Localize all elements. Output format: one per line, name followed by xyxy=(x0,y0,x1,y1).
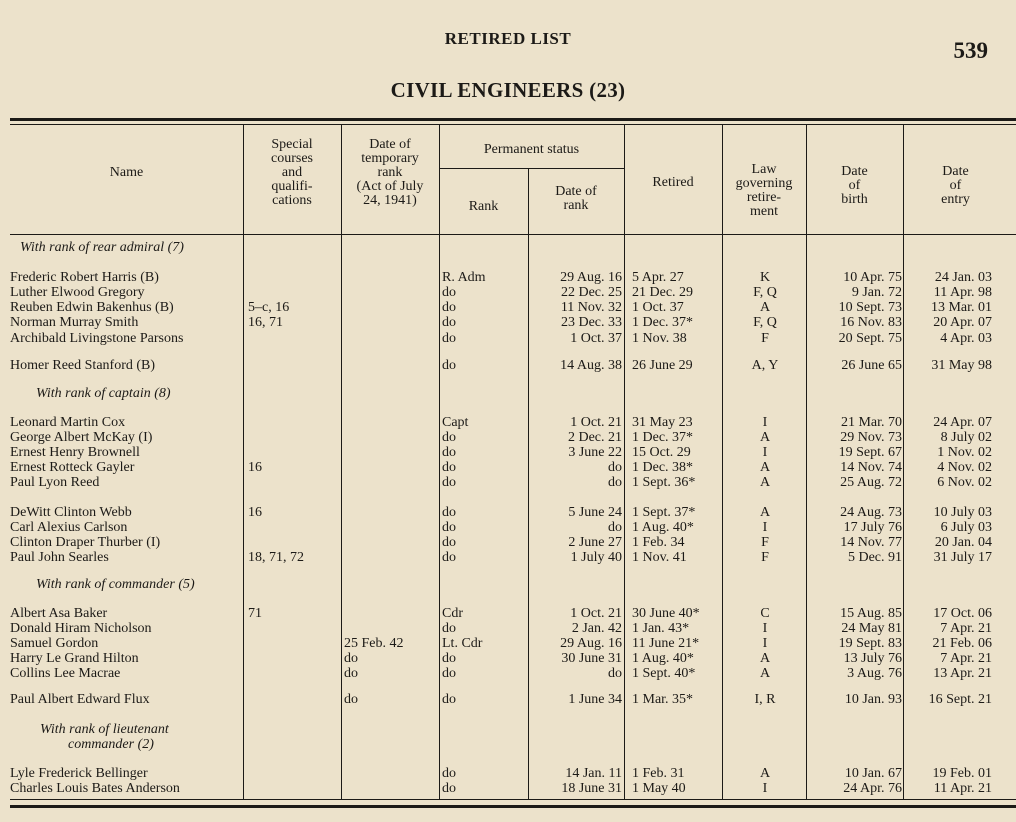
cell-retired: 1 Nov. 41 xyxy=(632,550,687,565)
header-law: Law governing retire- ment xyxy=(735,162,793,219)
cell-name: Archibald Livingstone Parsons xyxy=(10,331,184,346)
header-date-of-rank: Date of rank xyxy=(555,184,597,213)
cell-retired: 1 Dec. 37* xyxy=(632,430,694,445)
cell-law: C xyxy=(760,606,770,621)
cell-name: Albert Asa Baker xyxy=(10,606,108,621)
cell-name: Lyle Frederick Bellinger xyxy=(10,766,148,781)
cell-retired: 1 Dec. 38* xyxy=(632,460,694,475)
cell-entry: 20 Jan. 04 xyxy=(934,535,992,550)
cell-retired: 1 Mar. 35* xyxy=(632,692,694,707)
cell-entry: 13 Mar. 01 xyxy=(930,300,992,315)
cell-law: A xyxy=(759,505,771,520)
table-row xyxy=(10,550,1010,565)
cell-temp: do xyxy=(344,666,358,681)
cell-name: Ernest Rotteck Gayler xyxy=(10,460,135,475)
cell-entry: 6 July 03 xyxy=(940,520,992,535)
cell-birth: 24 Aug. 73 xyxy=(840,505,902,520)
cell-rank: do xyxy=(442,651,456,666)
cell-entry: 21 Feb. 06 xyxy=(932,636,992,651)
group-commander: With rank of commander (5) xyxy=(36,577,195,592)
cell-entry: 31 May 98 xyxy=(931,358,992,373)
cell-entry: 24 Apr. 07 xyxy=(933,415,992,430)
cell-birth: 25 Aug. 72 xyxy=(840,475,902,490)
cell-birth: 20 Sept. 75 xyxy=(838,331,902,346)
table-row xyxy=(10,766,1010,781)
page-number: 539 xyxy=(953,38,988,63)
cell-special: 16 xyxy=(248,460,262,475)
cell-rank: do xyxy=(442,550,456,565)
cell-date-rank: 14 Aug. 38 xyxy=(560,358,622,373)
cell-rank: Lt. Cdr xyxy=(442,636,483,651)
bottom-rule-thick xyxy=(10,805,1016,808)
cell-special: 5–c, 16 xyxy=(248,300,290,315)
cell-law: I xyxy=(762,415,768,430)
cell-law: I xyxy=(762,621,768,636)
cell-entry: 7 Apr. 21 xyxy=(940,621,992,636)
cell-rank: do xyxy=(442,315,456,330)
table-row xyxy=(10,621,1010,636)
table-row xyxy=(10,651,1010,666)
header-retired: Retired xyxy=(652,175,694,190)
cell-birth: 21 Mar. 70 xyxy=(840,415,902,430)
cell-law: I xyxy=(762,636,768,651)
cell-rank: do xyxy=(442,505,456,520)
cell-rank: do xyxy=(442,430,456,445)
header-bottom-rule xyxy=(10,234,1016,235)
table-row xyxy=(10,475,1010,490)
cell-name: Leonard Martin Cox xyxy=(10,415,126,430)
cell-entry: 8 July 02 xyxy=(940,430,992,445)
cell-rank: Cdr xyxy=(442,606,463,621)
cell-law: I, R xyxy=(754,692,776,707)
cell-retired: 1 Nov. 38 xyxy=(632,331,687,346)
cell-retired: 15 Oct. 29 xyxy=(632,445,691,460)
cell-retired: 1 Aug. 40* xyxy=(632,520,694,535)
cell-entry: 1 Nov. 02 xyxy=(937,445,992,460)
cell-name: Paul Lyon Reed xyxy=(10,475,100,490)
cell-rank: do xyxy=(442,460,456,475)
cell-special: 16 xyxy=(248,505,262,520)
cell-birth: 19 Sept. 67 xyxy=(838,445,902,460)
cell-birth: 17 July 76 xyxy=(843,520,902,535)
cell-date-rank: 22 Dec. 25 xyxy=(560,285,622,300)
cell-rank: Capt xyxy=(442,415,469,430)
table-row xyxy=(10,415,1010,430)
permanent-status-divider xyxy=(439,168,624,169)
cell-rank: do xyxy=(442,666,456,681)
cell-date-rank: 1 Oct. 37 xyxy=(570,331,622,346)
cell-date-rank: 23 Dec. 33 xyxy=(560,315,622,330)
header-birth: Date of birth xyxy=(841,164,868,207)
cell-date-rank: 1 June 34 xyxy=(568,692,622,707)
table-row xyxy=(10,535,1010,550)
header-name: Name xyxy=(109,165,144,180)
cell-entry: 16 Sept. 21 xyxy=(928,692,992,707)
cell-rank: do xyxy=(442,781,456,796)
table-row xyxy=(10,636,1010,651)
cell-birth: 16 Nov. 83 xyxy=(840,315,902,330)
group-lieutenant-commander: With rank of lieutenant commander (2) xyxy=(40,722,169,752)
table-row xyxy=(10,781,1010,796)
table-row xyxy=(10,358,1010,373)
cell-retired: 21 Dec. 29 xyxy=(632,285,694,300)
cell-date-rank: 30 June 31 xyxy=(561,651,622,666)
cell-entry: 4 Nov. 02 xyxy=(937,460,992,475)
cell-special: 16, 71 xyxy=(248,315,283,330)
cell-date-rank: 2 June 27 xyxy=(568,535,622,550)
cell-birth: 10 Sept. 73 xyxy=(838,300,902,315)
cell-date-rank: 2 Jan. 42 xyxy=(571,621,622,636)
cell-entry: 13 Apr. 21 xyxy=(933,666,992,681)
cell-rank: R. Adm xyxy=(442,270,486,285)
table-row xyxy=(10,460,1010,475)
table-row xyxy=(10,315,1010,330)
cell-entry: 31 July 17 xyxy=(933,550,992,565)
cell-entry: 20 Apr. 07 xyxy=(933,315,992,330)
cell-law: I xyxy=(762,445,768,460)
table-row xyxy=(10,445,1010,460)
cell-date-rank: 2 Dec. 21 xyxy=(567,430,622,445)
cell-entry: 10 July 03 xyxy=(933,505,992,520)
cell-temp: do xyxy=(344,692,358,707)
cell-law: F xyxy=(761,331,769,346)
cell-retired: 5 Apr. 27 xyxy=(632,270,684,285)
header-special: Special courses and qualifi- cations xyxy=(271,137,313,208)
cell-entry: 19 Feb. 01 xyxy=(932,766,992,781)
cell-birth: 5 Dec. 91 xyxy=(847,550,902,565)
cell-date-rank: do xyxy=(608,475,622,490)
cell-law: F, Q xyxy=(753,315,777,330)
cell-law: A, Y xyxy=(751,358,779,373)
cell-name: Charles Louis Bates Anderson xyxy=(10,781,180,796)
cell-birth: 24 May 81 xyxy=(841,621,902,636)
cell-name: Carl Alexius Carlson xyxy=(10,520,128,535)
cell-rank: do xyxy=(442,520,456,535)
cell-date-rank: 14 Jan. 11 xyxy=(565,766,622,781)
cell-law: K xyxy=(759,270,771,285)
cell-date-rank: 1 July 40 xyxy=(570,550,622,565)
table-row xyxy=(10,606,1010,621)
cell-date-rank: 29 Aug. 16 xyxy=(560,270,622,285)
cell-name: Paul John Searles xyxy=(10,550,109,565)
cell-date-rank: do xyxy=(608,460,622,475)
cell-name: Clinton Draper Thurber (I) xyxy=(10,535,161,550)
cell-entry: 6 Nov. 02 xyxy=(937,475,992,490)
cell-law: F, Q xyxy=(753,285,777,300)
cell-rank: do xyxy=(442,621,456,636)
cell-rank: do xyxy=(442,475,456,490)
cell-retired: 1 Aug. 40* xyxy=(632,651,694,666)
cell-birth: 24 Apr. 76 xyxy=(843,781,902,796)
cell-rank: do xyxy=(442,535,456,550)
top-rule xyxy=(10,118,1016,121)
table-row xyxy=(10,666,1010,681)
cell-entry: 17 Oct. 06 xyxy=(933,606,992,621)
table-row xyxy=(10,331,1010,346)
cell-rank: do xyxy=(442,331,456,346)
group-rear-admiral: With rank of rear admiral (7) xyxy=(20,240,184,255)
cell-retired: 1 Dec. 37* xyxy=(632,315,694,330)
header-entry: Date of entry xyxy=(941,164,970,207)
cell-law: A xyxy=(759,651,771,666)
cell-temp: do xyxy=(344,651,358,666)
cell-retired: 30 June 40* xyxy=(632,606,700,621)
table-row xyxy=(10,270,1010,285)
cell-birth: 29 Nov. 73 xyxy=(840,430,902,445)
cell-temp: 25 Feb. 42 xyxy=(344,636,404,651)
cell-rank: do xyxy=(442,692,456,707)
cell-name: Harry Le Grand Hilton xyxy=(10,651,139,666)
cell-law: A xyxy=(759,666,771,681)
table-row xyxy=(10,285,1010,300)
cell-birth: 14 Nov. 74 xyxy=(840,460,902,475)
cell-name: Collins Lee Macrae xyxy=(10,666,121,681)
cell-retired: 1 Sept. 37* xyxy=(632,505,696,520)
cell-birth: 9 Jan. 72 xyxy=(851,285,902,300)
cell-rank: do xyxy=(442,300,456,315)
top-rule-thin xyxy=(10,124,1016,125)
cell-law: I xyxy=(762,781,768,796)
cell-special: 18, 71, 72 xyxy=(248,550,304,565)
cell-date-rank: 3 June 22 xyxy=(568,445,622,460)
cell-date-rank: 18 June 31 xyxy=(561,781,622,796)
section-title: CIVIL ENGINEERS (23) xyxy=(390,78,626,102)
cell-name: George Albert McKay (I) xyxy=(10,430,153,445)
cell-name: Reuben Edwin Bakenhus (B) xyxy=(10,300,174,315)
cell-entry: 24 Jan. 03 xyxy=(934,270,992,285)
cell-law: F xyxy=(761,550,769,565)
cell-name: Frederic Robert Harris (B) xyxy=(10,270,159,285)
cell-birth: 3 Aug. 76 xyxy=(847,666,902,681)
cell-date-rank: 29 Aug. 16 xyxy=(560,636,622,651)
cell-name: Samuel Gordon xyxy=(10,636,99,651)
cell-name: Ernest Henry Brownell xyxy=(10,445,140,460)
cell-retired: 1 Jan. 43* xyxy=(632,621,690,636)
cell-name: Donald Hiram Nicholson xyxy=(10,621,152,636)
cell-name: Paul Albert Edward Flux xyxy=(10,692,150,707)
cell-birth: 26 June 65 xyxy=(841,358,902,373)
cell-retired: 31 May 23 xyxy=(632,415,693,430)
cell-law: A xyxy=(759,460,771,475)
cell-name: Homer Reed Stanford (B) xyxy=(10,358,156,373)
cell-law: F xyxy=(761,535,769,550)
group-captain: With rank of captain (8) xyxy=(36,386,171,401)
cell-rank: do xyxy=(442,358,456,373)
header-permanent-status: Permanent status xyxy=(483,142,580,157)
cell-name: DeWitt Clinton Webb xyxy=(10,505,132,520)
cell-rank: do xyxy=(442,445,456,460)
bottom-rule xyxy=(10,799,1016,800)
cell-date-rank: 1 Oct. 21 xyxy=(570,606,622,621)
cell-birth: 14 Nov. 77 xyxy=(840,535,902,550)
cell-rank: do xyxy=(442,285,456,300)
cell-birth: 19 Sept. 83 xyxy=(838,636,902,651)
cell-date-rank: do xyxy=(608,666,622,681)
table-row xyxy=(10,430,1010,445)
cell-special: 71 xyxy=(248,606,262,621)
cell-date-rank: 11 Nov. 32 xyxy=(560,300,622,315)
table-row xyxy=(10,505,1010,520)
table-row xyxy=(10,300,1010,315)
cell-date-rank: 5 June 24 xyxy=(568,505,622,520)
cell-law: A xyxy=(759,430,771,445)
cell-retired: 1 Feb. 31 xyxy=(632,766,685,781)
cell-entry: 4 Apr. 03 xyxy=(940,331,992,346)
header-temporary-rank: Date of temporary rank (Act of July 24, 1941) xyxy=(356,137,424,208)
cell-law: A xyxy=(759,766,771,781)
cell-rank: do xyxy=(442,766,456,781)
cell-retired: 11 June 21* xyxy=(632,636,700,651)
cell-retired: 1 Sept. 40* xyxy=(632,666,696,681)
table-row xyxy=(10,520,1010,535)
cell-entry: 11 Apr. 98 xyxy=(933,285,992,300)
cell-entry: 11 Apr. 21 xyxy=(933,781,992,796)
cell-birth: 15 Aug. 85 xyxy=(840,606,902,621)
cell-birth: 10 Jan. 67 xyxy=(844,766,902,781)
cell-birth: 10 Jan. 93 xyxy=(844,692,902,707)
cell-retired: 1 May 40 xyxy=(632,781,686,796)
cell-retired: 26 June 29 xyxy=(632,358,693,373)
header-rank: Rank xyxy=(468,199,499,214)
cell-birth: 13 July 76 xyxy=(843,651,902,666)
cell-retired: 1 Sept. 36* xyxy=(632,475,696,490)
cell-name: Norman Murray Smith xyxy=(10,315,139,330)
cell-entry: 7 Apr. 21 xyxy=(940,651,992,666)
cell-law: A xyxy=(759,475,771,490)
cell-date-rank: do xyxy=(608,520,622,535)
table-row xyxy=(10,692,1010,707)
cell-retired: 1 Feb. 34 xyxy=(632,535,685,550)
running-head: RETIRED LIST xyxy=(444,29,572,48)
cell-law: I xyxy=(762,520,768,535)
cell-date-rank: 1 Oct. 21 xyxy=(570,415,622,430)
cell-law: A xyxy=(759,300,771,315)
cell-birth: 10 Apr. 75 xyxy=(843,270,902,285)
cell-retired: 1 Oct. 37 xyxy=(632,300,684,315)
cell-name: Luther Elwood Gregory xyxy=(10,285,145,300)
